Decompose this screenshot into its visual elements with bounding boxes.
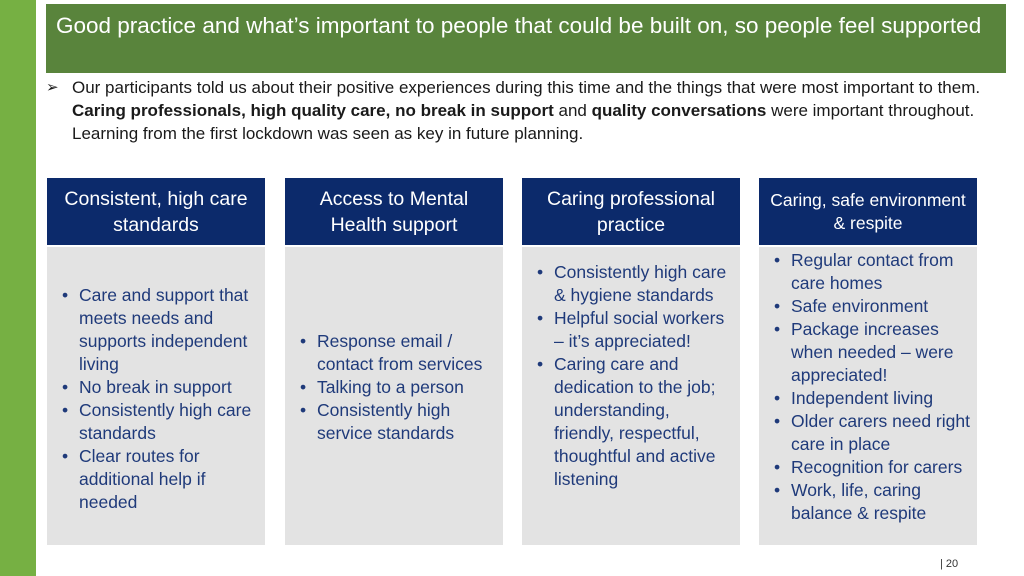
column-body: [47, 247, 265, 545]
list-item: • Talking to a person: [293, 376, 497, 399]
column-heading-text: Consistent, high care standards: [64, 187, 248, 236]
column-heading: [285, 178, 503, 245]
list-item: • Independent living: [767, 387, 971, 410]
intro-text-1: Our participants told us about their positive experiences during this time and the things that were most important to them.: [72, 78, 981, 97]
list-item: • Consistently high care standards: [55, 399, 259, 445]
bullet-list: [293, 330, 497, 445]
list-item: • Regular contact from care homes: [767, 249, 971, 295]
list-item: • Package increases when needed – were appreciated!: [767, 318, 971, 387]
intro-bold-2: quality conversations: [591, 101, 767, 120]
list-item: • Response email / contact from services: [293, 330, 497, 376]
column-mental-health: [285, 178, 503, 545]
intro-paragraph: [46, 76, 986, 145]
column-body: [759, 247, 977, 545]
list-item: • Work, life, caring balance & respite: [767, 479, 971, 525]
bullet-list: [55, 284, 259, 514]
column-heading: [47, 178, 265, 245]
title-bar: [46, 4, 1006, 73]
intro-text-3: were important throughout. Learning from the first lockdown was seen as key in future planning.: [72, 101, 975, 143]
bullet-list: [767, 249, 971, 525]
column-heading: [759, 178, 977, 245]
page-number: | 20: [940, 558, 959, 570]
intro-text: [72, 76, 986, 145]
list-item: • Caring care and dedication to the job; understanding, friendly, respectful, thoughtful and active listening: [530, 353, 734, 491]
column-professional-practice: [522, 178, 740, 545]
list-item: • Care and support that meets needs and supports independent living: [55, 284, 259, 376]
column-heading-text: Caring professional practice: [546, 187, 715, 236]
slide-title: Good practice and what’s important to people that could be built on, so people feel supported: [56, 13, 982, 38]
column-consistent-care: [47, 178, 265, 545]
list-item: • Helpful social workers – it’s appreciated!: [530, 307, 734, 353]
list-item: • Safe environment: [767, 295, 971, 318]
left-accent-stripe: [0, 0, 36, 576]
column-heading: [522, 178, 740, 245]
column-safe-environment: [759, 178, 977, 545]
list-item: • Consistently high service standards: [293, 399, 497, 445]
intro-text-2: and: [553, 101, 592, 120]
list-item: • Recognition for carers: [767, 456, 971, 479]
list-item: • No break in support: [55, 376, 259, 399]
list-item: • Older carers need right care in place: [767, 410, 971, 456]
list-item: • Clear routes for additional help if needed: [55, 445, 259, 514]
column-body: [522, 247, 740, 545]
column-body: [285, 247, 503, 545]
list-item: • Consistently high care & hygiene standards: [530, 261, 734, 307]
column-heading-text: Access to Mental Health support: [319, 187, 469, 236]
bullet-list: [530, 261, 734, 491]
column-heading-text: Caring, safe environment & respite: [770, 189, 966, 233]
intro-bold-1: Caring professionals, high quality care, no break in support: [72, 101, 554, 120]
arrow-bullet-icon: ➢: [46, 79, 59, 96]
